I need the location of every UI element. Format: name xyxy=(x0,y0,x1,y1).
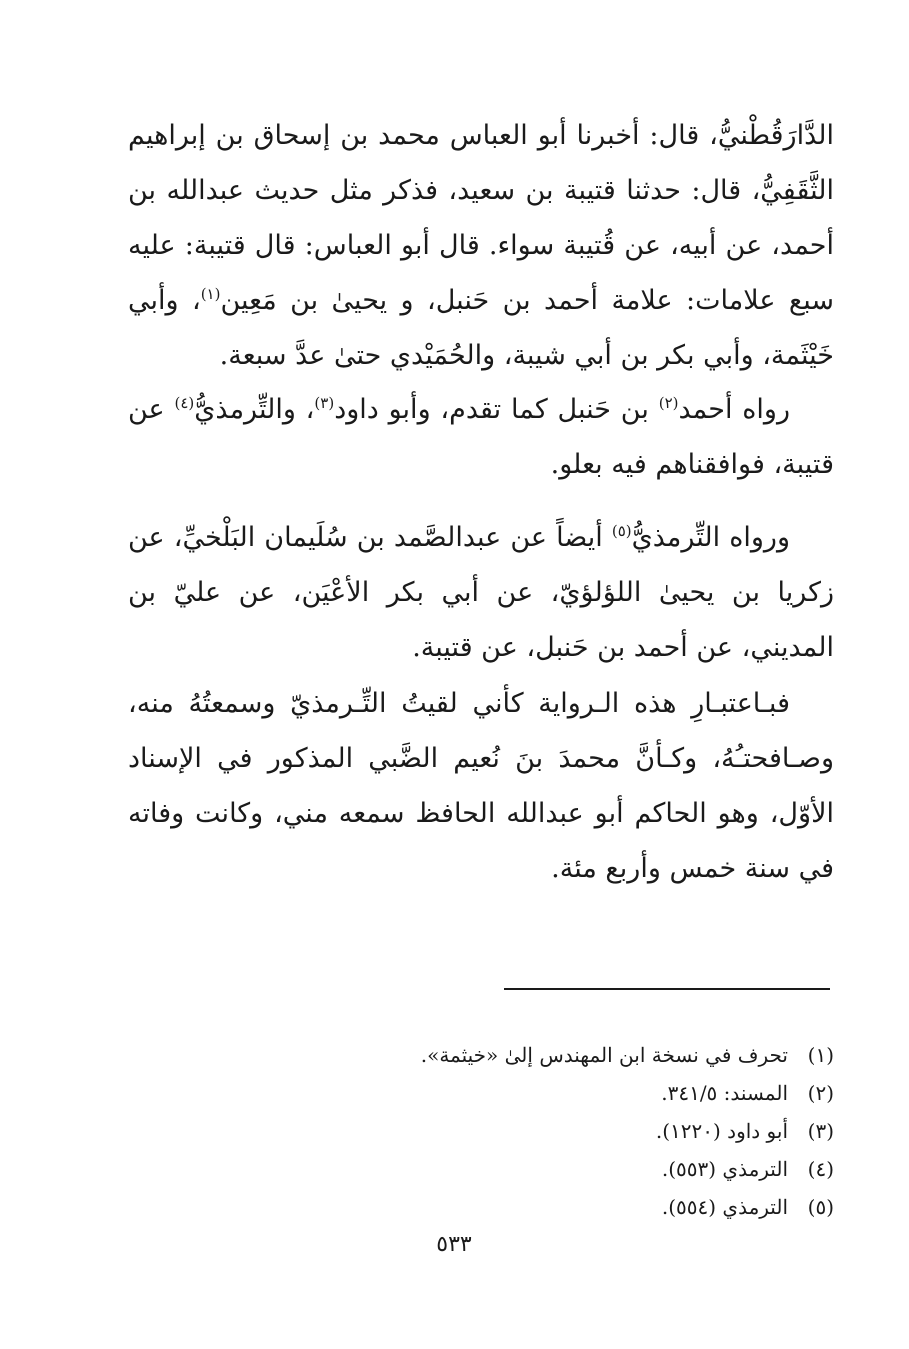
paragraph-text: عن قتيبة، فوافقناهم فيه بعلو. xyxy=(128,394,834,480)
paragraph-text: رواه أحمد xyxy=(678,394,791,425)
footnote-text: المسند: ٣٤١/٥. xyxy=(661,1081,788,1105)
footnote-text: تحرف في نسخة ابن المهندس إلىٰ «خيثمة». xyxy=(420,1043,788,1067)
paragraph-4 xyxy=(128,676,834,896)
paragraph-text: ، والتِّرمذيُّ xyxy=(194,394,315,425)
footnote-number: (٣) xyxy=(807,1119,834,1143)
paragraph-text: ورواه التِّرمذيُّ xyxy=(631,522,790,553)
footnote-text: أبو داود (١٢٢٠). xyxy=(655,1119,788,1143)
footnote-ref-1: (١) xyxy=(200,285,221,303)
footnote-number: (٥) xyxy=(807,1195,834,1219)
footnote-number: (٤) xyxy=(807,1157,834,1181)
footnote-text: الترمذي (٥٥٣). xyxy=(661,1157,788,1181)
paragraph-text: ، وأبي خَيْثَمة، وأبي بكر بن أبي شيبة، والحُمَيْدي حتىٰ عدَّ سبعة. xyxy=(128,285,834,371)
footnote-2 xyxy=(128,1074,834,1112)
paragraph-1 xyxy=(128,108,834,383)
footnote-ref-4: (٤) xyxy=(174,394,195,412)
footnote-ref-5: (٥) xyxy=(611,522,632,540)
footnote-ref-2: (٢) xyxy=(658,394,679,412)
footnote-5 xyxy=(128,1188,834,1226)
footnote-1 xyxy=(128,1036,834,1074)
footnote-number: (١) xyxy=(807,1043,834,1067)
page-number: ٥٣٣ xyxy=(436,1232,472,1257)
paragraph-text: الدَّارَقُطْنيُّ، قال: أخبرنا أبو العباس محمد بن إسحاق بن إبراهيم الثَّقَفِيُّ، قال: حدثنا قتيبة بن سعيد، فذكر مثل حديث عبدالله بن أحمد، عن أبيه، عن قُتيبة سواء. قال أبو العباس: قال قتيبة: عليه سبع علامات: علامة أحمد بن حَنبل، و يحيىٰ بن مَعِين xyxy=(128,120,834,316)
footnote-3 xyxy=(128,1112,834,1150)
footnote-text: الترمذي (٥٥٤). xyxy=(661,1195,788,1219)
footnote-ref-3: (٣) xyxy=(314,394,335,412)
paragraph-2 xyxy=(128,382,834,492)
paragraph-text: أيضاً عن عبدالصَّمد بن سُلَيمان البَلْخيِّ، عن زكريا بن يحيىٰ اللؤلؤيّ، عن أبي بكر الأعْيَن، عن عليّ بن المديني، عن أحمد بن حَنبل، عن قتيبة. xyxy=(128,522,834,663)
footnote-4 xyxy=(128,1150,834,1188)
footnote-separator xyxy=(504,988,830,990)
paragraph-text: فبـاعتبـارِ هذه الـرواية كأني لقيتُ التِّـرمذيّ وسمعتُهُ منه، وصـافحتـُهُ، وكـأنَّ محمدَ بنَ نُعيم الضَّبي المذكور في الإسناد الأوّل، وهو الحاكم أبو عبدالله الحافظ سمعه مني، وكانت وفاته في سنة خمس وأربع مئة. xyxy=(128,688,834,884)
paragraph-text: بن حَنبل كما تقدم، وأبو داود xyxy=(334,394,659,425)
paragraph-3 xyxy=(128,510,834,675)
footnotes xyxy=(128,1036,834,1226)
footnote-number: (٢) xyxy=(807,1081,834,1105)
